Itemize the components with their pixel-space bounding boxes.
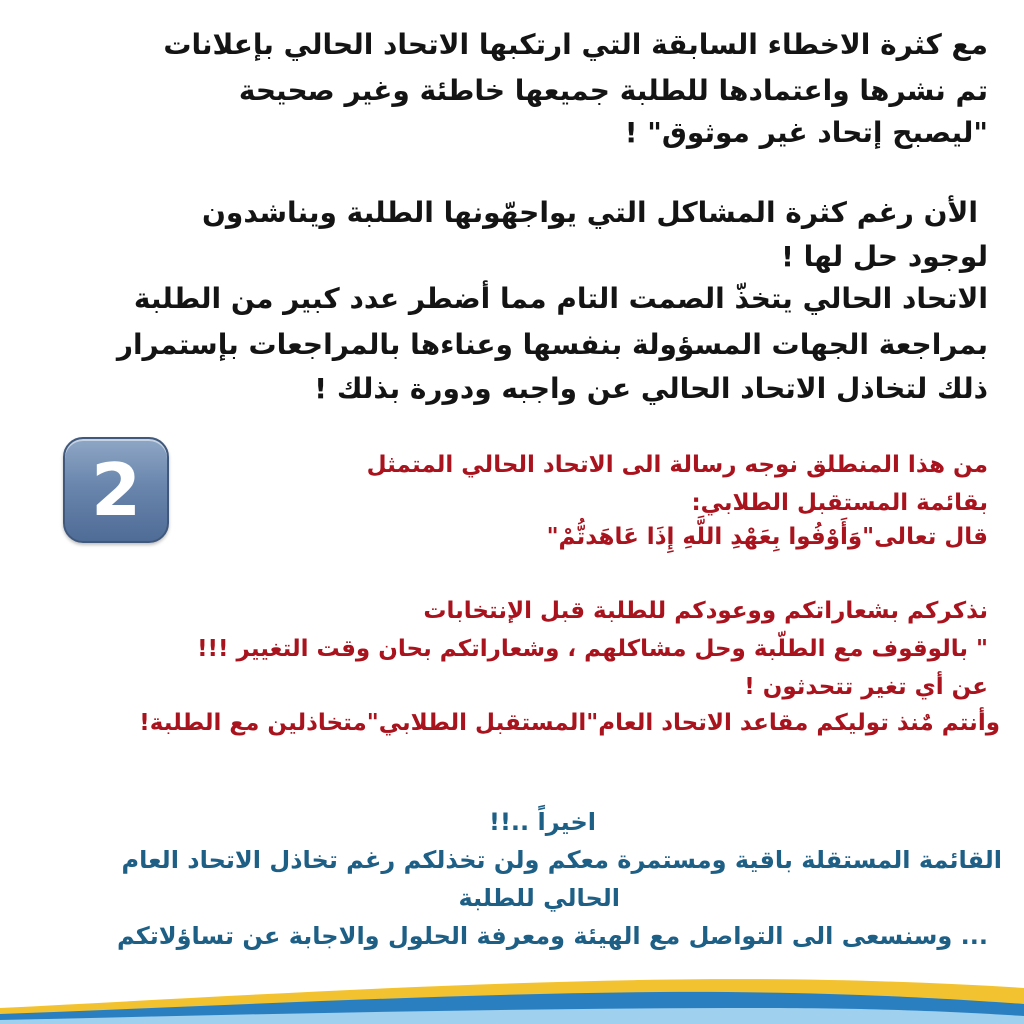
black-line-3: "ليصبح إتحاد غير موثوق" !	[624, 116, 988, 149]
red-line-7: وأنتم مٌنذ توليكم مقاعد الاتحاد العام"المستقبل الطلابي"متخاذلين مع الطلبة!	[139, 710, 1000, 736]
black-line-2: تم نشرها واعتمادها للطلبة جميعها خاطئة وغير صحيحة	[238, 74, 988, 107]
bottom-wave-decoration	[0, 964, 1024, 1024]
black-line-7: بمراجعة الجهات المسؤولة بنفسها وعناءها بالمراجعات بإستمرار	[116, 328, 988, 361]
black-line-6: الاتحاد الحالي يتخذّ الصمت التام مما أضطر عدد كبير من الطلبة	[133, 282, 988, 315]
blue-line-2: القائمة المستقلة باقية ومستمرة معكم ولن تخذلكم رغم تخاذل الاتحاد العام	[121, 846, 1002, 874]
red-line-5: " بالوقوف مع الطلّبة وحل مشاكلهم ، وشعاراتكم بحان وقت التغيير !!!	[197, 636, 988, 662]
red-line-3: قال تعالى"وَأَوْفُوا بِعَهْدِ اللَّهِ إِذَا عَاهَدتُّمْ"	[546, 524, 988, 550]
red-line-2: بقائمة المستقبل الطلابي:	[691, 490, 988, 516]
blue-line-3: الحالي للطلبة	[458, 884, 620, 912]
badge-number: 2	[90, 448, 142, 532]
black-line-5: لوجود حل لها !	[781, 240, 988, 273]
black-line-4: الأن رغم كثرة المشاكل التي يواجهّونها الطلبة ويناشدون	[202, 196, 978, 229]
black-line-1: مع كثرة الاخطاء السابقة التي ارتكبها الاتحاد الحالي بإعلانات	[163, 28, 988, 61]
black-line-8: ذلك لتخاذل الاتحاد الحالي عن واجبه ودورة بذلك !	[314, 372, 988, 405]
blue-line-1: اخيراً ..!!	[489, 808, 596, 836]
number-badge	[63, 437, 169, 543]
red-line-1: من هذا المنطلق نوجه رسالة الى الاتحاد الحالي المتمثل	[366, 452, 988, 478]
red-line-4: نذكركم بشعاراتكم ووعودكم للطلبة قبل الإنتخابات	[423, 598, 988, 624]
blue-line-4: ... وسنسعى الى التواصل مع الهيئة ومعرفة الحلول والاجابة عن تساؤلاتكم	[116, 922, 988, 950]
red-line-6: عن أي تغير تتحدثون !	[744, 674, 988, 700]
